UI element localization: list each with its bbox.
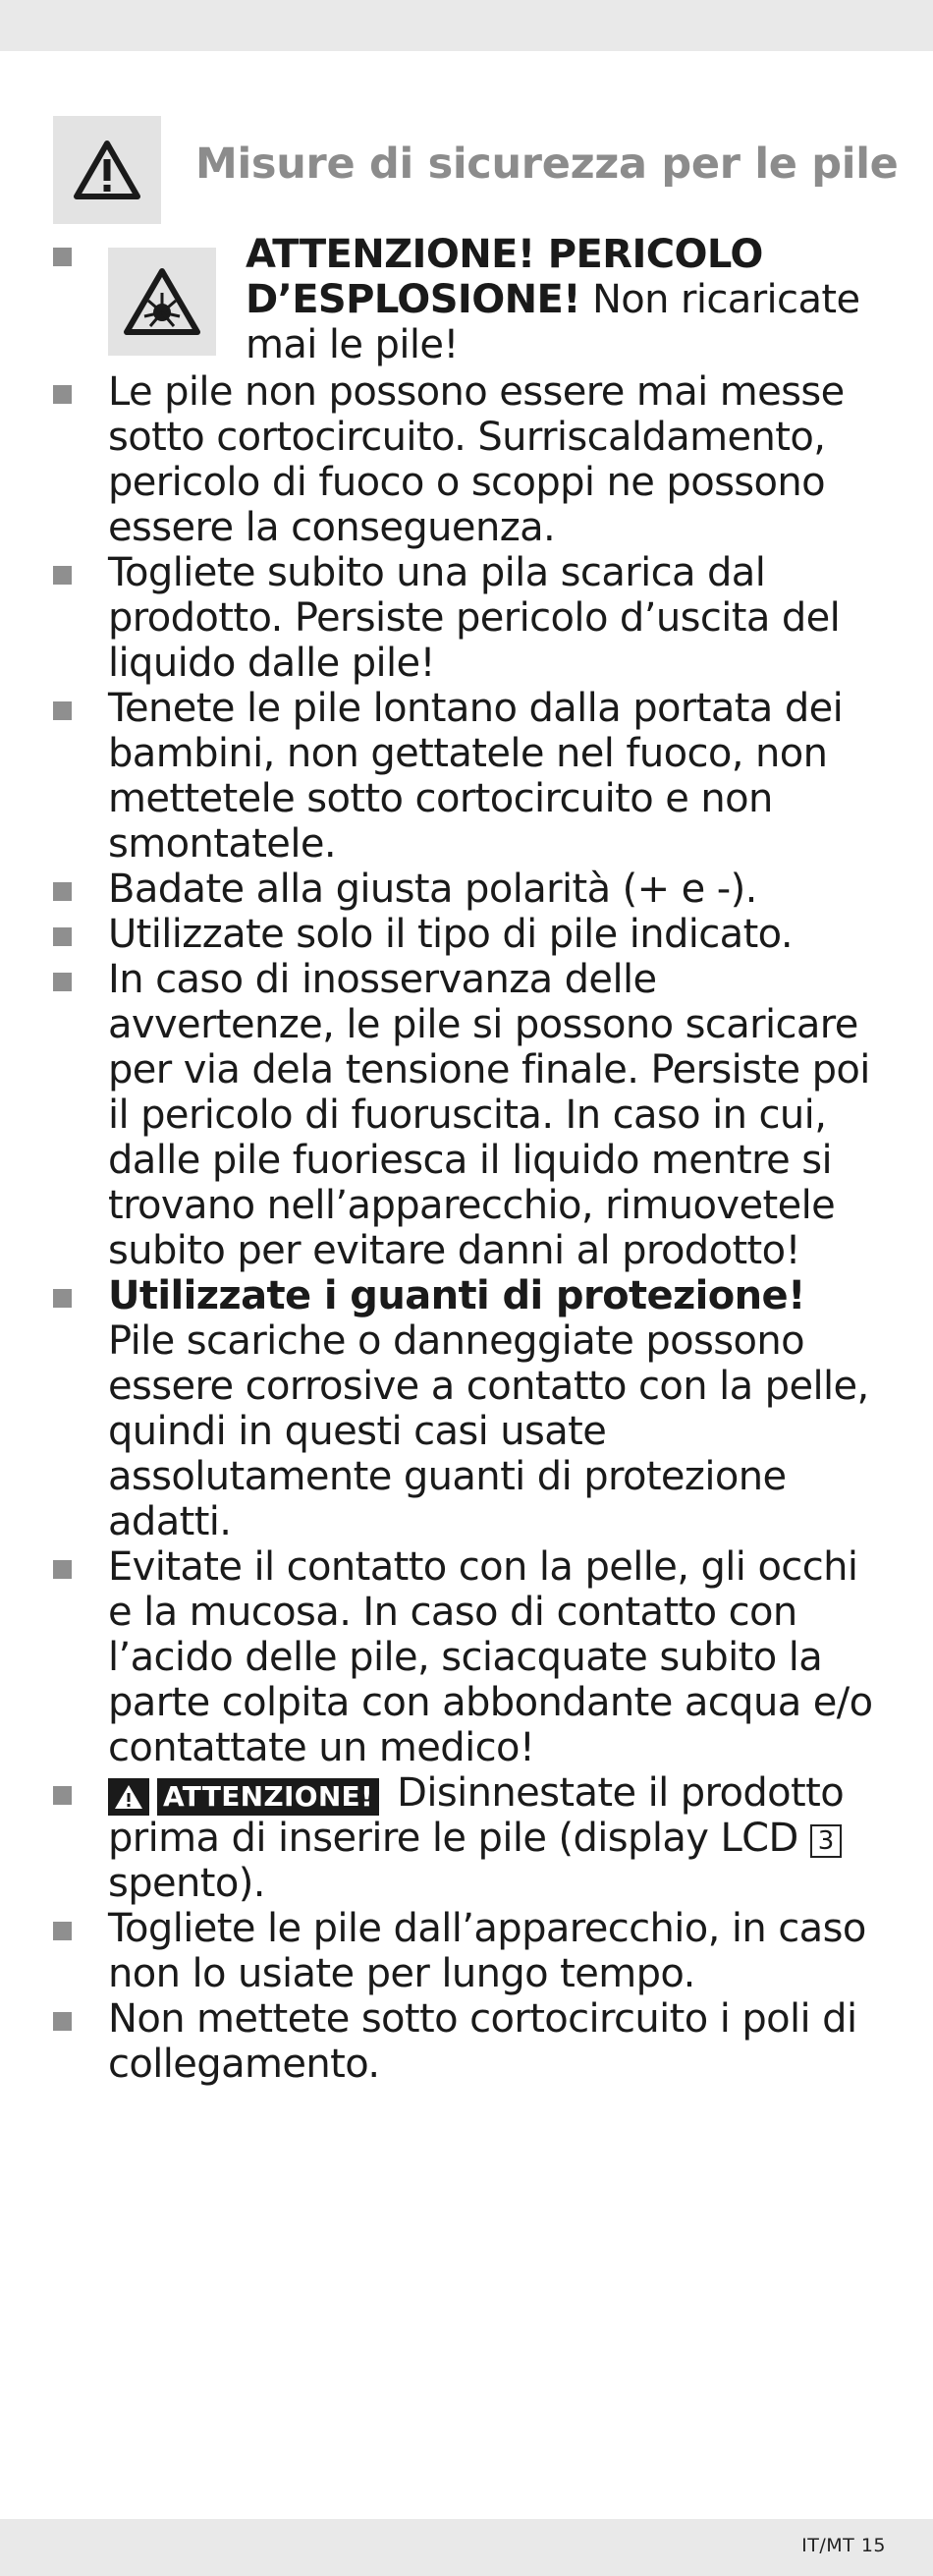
item-text: Le pile non possono essere mai messe sotto cortocircuito. Surriscaldamento, pericolo di fuoco o scoppi ne possono essere la conseguenza. bbox=[108, 369, 845, 550]
list-item bbox=[53, 686, 888, 867]
list-item bbox=[53, 369, 888, 550]
list-item bbox=[53, 957, 888, 1273]
safety-list bbox=[53, 232, 888, 2087]
bullet-icon bbox=[53, 927, 72, 946]
list-item bbox=[53, 867, 888, 912]
item-text: Non mettete sotto cortocircuito i poli di collegamento. bbox=[108, 1996, 857, 2087]
bullet-icon bbox=[53, 973, 72, 991]
item-text: Togliete le pile dall’apparecchio, in caso non lo usiate per lungo tempo. bbox=[108, 1906, 866, 1996]
attention-badge bbox=[108, 1778, 379, 1816]
warning-icon-box bbox=[53, 116, 161, 224]
item-text: In caso di inosservanza delle avvertenze, le pile si possono scaricare per via dela tensione finale. Persiste poi il pericolo di fuoruscita. In caso in cui, dalle pile fuoriesca il liquido mentre si trovano nell’apparecchio, rimuovetele subito per evitare danni al prodotto! bbox=[108, 957, 870, 1273]
item-text: Badate alla giusta polarità (+ e -). bbox=[108, 867, 757, 912]
list-item bbox=[53, 550, 888, 686]
bullet-icon bbox=[53, 882, 72, 901]
bullet-icon bbox=[53, 385, 72, 404]
section-header bbox=[53, 116, 898, 226]
bullet-icon bbox=[53, 701, 72, 720]
page-title: Misure di sicurezza per le pile bbox=[195, 140, 899, 189]
item-text-after: spento). bbox=[108, 1861, 265, 1906]
bullet-icon bbox=[53, 2012, 72, 2031]
page-number: IT/MT 15 bbox=[801, 2535, 886, 2556]
warning-triangle-icon bbox=[108, 1778, 149, 1816]
list-item bbox=[53, 232, 888, 369]
list-item bbox=[53, 912, 888, 957]
list-item bbox=[53, 1273, 888, 1544]
bullet-icon bbox=[53, 1922, 72, 1940]
gloves-heading: Utilizzate i guanti di protezione! bbox=[108, 1273, 805, 1318]
bullet-icon bbox=[53, 1289, 72, 1308]
danger-heading: ATTENZIONE! PERICOLO D’ESPLOSIONE! bbox=[246, 232, 763, 322]
item-text: Togliete subito una pila scarica dal prodotto. Persiste pericolo d’uscita del liquido dalle pile! bbox=[108, 550, 841, 686]
bullet-icon bbox=[53, 566, 72, 585]
warning-triangle-icon bbox=[73, 140, 141, 200]
reference-number: 3 bbox=[810, 1824, 843, 1858]
list-item bbox=[53, 1544, 888, 1770]
explosion-icon-box bbox=[108, 248, 216, 356]
bullet-icon bbox=[53, 1786, 72, 1805]
list-item bbox=[53, 1906, 888, 1996]
bullet-icon bbox=[53, 248, 72, 266]
bullet-icon bbox=[53, 1560, 72, 1579]
item-text: Disinnestate il prodotto prima di inserire le pile (display LCD bbox=[108, 1770, 845, 1861]
top-bar bbox=[0, 0, 933, 51]
item-text: Pile scariche o danneggiate possono essere corrosive a contatto con la pelle, quindi in questi casi usate assolutamente guanti di protezione adatti. bbox=[108, 1318, 869, 1544]
explosion-warning-icon bbox=[123, 267, 201, 336]
item-text: Evitate il contatto con la pelle, gli occhi e la mucosa. In caso di contatto con l’acido delle pile, sciacquate subito la parte colpita con abbondante acqua e/o contattate un medico! bbox=[108, 1544, 873, 1770]
item-text: Non ricaricate mai le pile! bbox=[246, 277, 860, 367]
item-text: Tenete le pile lontano dalla portata dei bambini, non gettatele nel fuoco, non mettetele sotto cortocircuito e non smontatele. bbox=[108, 686, 844, 867]
list-item bbox=[53, 1770, 888, 1906]
attention-label: ATTENZIONE! bbox=[157, 1778, 379, 1816]
footer-bar bbox=[0, 2519, 933, 2576]
item-text: Utilizzate solo il tipo di pile indicato. bbox=[108, 912, 793, 957]
list-item bbox=[53, 1996, 888, 2087]
